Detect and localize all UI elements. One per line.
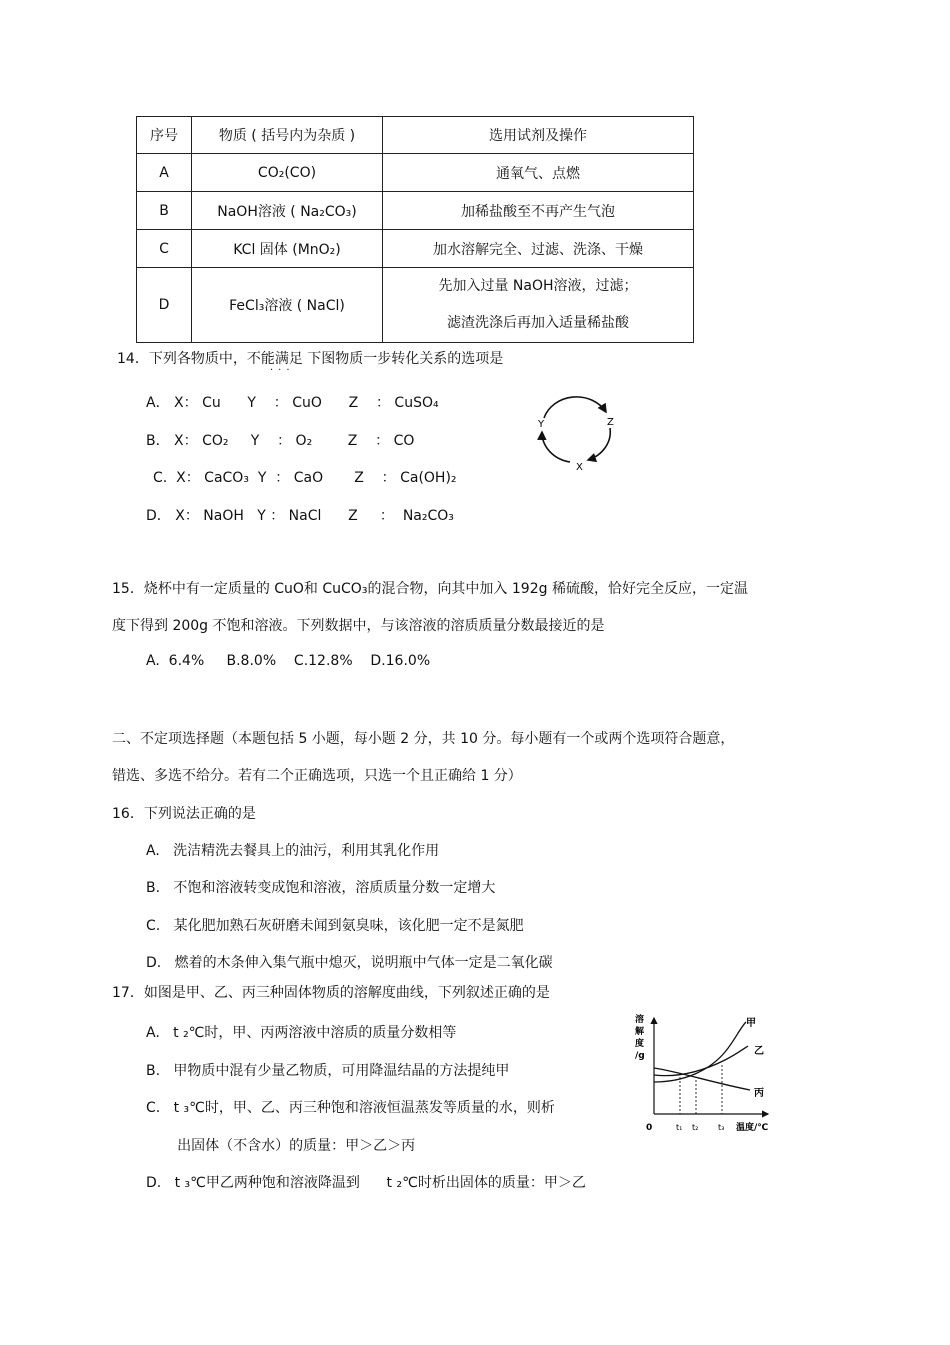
arrow-y-to-z [544, 397, 606, 418]
q16-option-b: B. 不饱和溶液转变成饱和溶液，溶质质量分数一定增大 [146, 880, 496, 896]
q16-option-d: D. 燃着的木条伸入集气瓶中熄灭，说明瓶中气体一定是二氧化碳 [146, 955, 553, 971]
q14-stem: 14．下列各物质中，不能满足 下图物质一步转化关系的选项是 [117, 351, 504, 367]
table-cell-substance: FeCl₃溶液 ( NaCl) [192, 268, 383, 343]
q17-option-d: D. t ₃℃甲乙两种饱和溶液降温到 t ₂℃时析出固体的质量：甲＞乙 [146, 1175, 586, 1191]
q16-stem: 16．下列说法正确的是 [112, 806, 256, 822]
node-x: X [576, 462, 583, 473]
q16-option-c: C. 某化肥加熟石灰研磨未闻到氨臭味，该化肥一定不是氮肥 [146, 918, 524, 934]
purification-table [136, 116, 694, 343]
table-cell-operation-line1: 先加入过量 NaOH溶液，过滤； [438, 278, 638, 294]
table-row [137, 230, 694, 268]
table-row [137, 154, 694, 192]
table-cell-id: A [137, 154, 192, 192]
series-label-yi: 乙 [754, 1046, 764, 1057]
q14-option-a: A． X： Cu Y ： CuO Z ： CuSO₄ [146, 395, 439, 411]
q16-option-a: A. 洗洁精洗去餐具上的油污，利用其乳化作用 [146, 843, 440, 859]
tick-t2: t₂ [692, 1123, 699, 1132]
q15-line2: 度下得到 200g 不饱和溶液。下列数据中，与该溶液的溶质质量分数最接近的是 [112, 618, 605, 634]
y-label-1: 溶 [635, 1015, 645, 1025]
series-label-bing: 丙 [754, 1088, 764, 1099]
node-z: Z [607, 417, 614, 428]
section2-line2: 错选、多选不给分。若有二个正确选项，只选一个且正确给 1 分） [112, 768, 522, 784]
tick-t1: t₁ [676, 1123, 683, 1132]
table-header-id: 序号 [137, 117, 192, 154]
x-axis-label: 温度/℃ [736, 1123, 769, 1133]
solubility-curve-graph [630, 1010, 780, 1135]
table-cell-substance: NaOH溶液 ( Na₂CO₃) [192, 192, 383, 230]
table-cell-id: D [137, 268, 192, 343]
table-cell-substance: KCl 固体 (MnO₂) [192, 230, 383, 268]
table-row [137, 268, 694, 343]
table-row [137, 192, 694, 230]
conversion-cycle-diagram [530, 390, 625, 475]
q17-option-c-cont: 出固体（不含水）的质量：甲＞乙＞丙 [146, 1138, 416, 1154]
q14-option-c: C. X： CaCO₃ Y ： CaO Z ： Ca(OH)₂ [153, 470, 457, 486]
q17-stem: 17．如图是甲、乙、丙三种固体物质的溶解度曲线，下列叙述正确的是 [112, 985, 550, 1001]
table-header-substance: 物质 ( 括号内为杂质 ) [192, 117, 383, 154]
series-label-jia: 甲 [746, 1018, 756, 1029]
table-cell-operation: 通氧气、点燃 [383, 154, 694, 192]
table-header-operation: 选用试剂及操作 [383, 117, 694, 154]
table-cell-operation: 加水溶解完全、过滤、洗涤、干燥 [383, 230, 694, 268]
y-label-3: 度 [635, 1039, 645, 1049]
y-label-4: /g [635, 1051, 645, 1061]
q15-line1: 15．烧杯中有一定质量的 CuO和 CuCO₃的混合物，向其中加入 192g 稀硫酸，恰好完全反应，一定温 [112, 581, 748, 597]
section2-line1: 二、不定项选择题（本题包括 5 小题，每小题 2 分，共 10 分。每小题有一个或两个选项符合题意， [112, 731, 735, 747]
tick-t3: t₃ [718, 1123, 725, 1132]
emphasis-dots: ··· [270, 365, 295, 376]
q14-option-d: D． X： NaOH Y ： NaCl Z ： Na₂CO₃ [146, 508, 454, 524]
origin-label: 0 [646, 1123, 653, 1133]
q17-option-a: A. t ₂℃时，甲、丙两溶液中溶质的质量分数相等 [146, 1025, 457, 1041]
arrow-z-to-x [588, 428, 610, 460]
table-cell-substance: CO₂(CO) [192, 154, 383, 192]
table-cell-operation-line2: 滤渣洗涤后再加入适量稀盐酸 [447, 315, 629, 331]
table-cell-operation [383, 268, 694, 343]
curve-jia [654, 1022, 746, 1082]
table-cell-operation: 加稀盐酸至不再产生气泡 [383, 192, 694, 230]
q17-option-c: C. t ₃℃时，甲、乙、丙三种饱和溶液恒温蒸发等质量的水，则析 [146, 1100, 555, 1116]
table-cell-id: C [137, 230, 192, 268]
arrow-x-to-y [542, 432, 570, 462]
q14-option-b: B． X： CO₂ Y ： O₂ Z ： CO [146, 433, 415, 449]
y-label-2: 解 [635, 1027, 645, 1037]
node-y: Y [538, 419, 545, 430]
q15-options: A. 6.4% B.8.0% C.12.8% D.16.0% [146, 653, 431, 669]
table-cell-id: B [137, 192, 192, 230]
q17-option-b: B. 甲物质中混有少量乙物质，可用降温结晶的方法提纯甲 [146, 1063, 510, 1079]
